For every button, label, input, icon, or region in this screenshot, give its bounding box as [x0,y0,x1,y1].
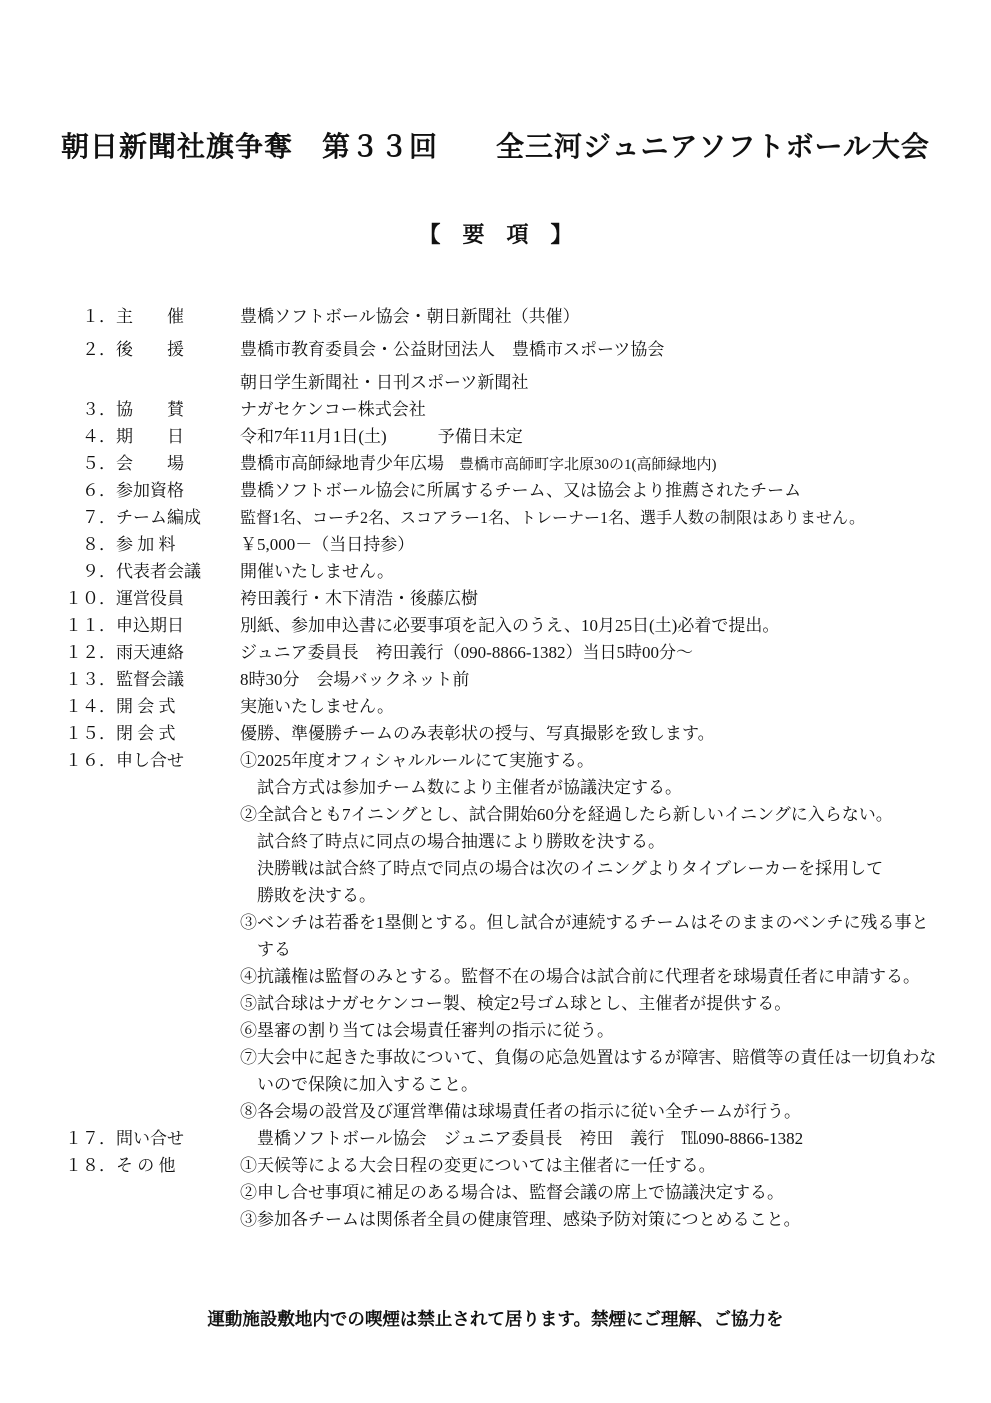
item-text: する [240,940,291,959]
item-text: 令和7年11月1日(土) 予備日未定 [240,427,523,446]
list-item [0,613,991,640]
item-label: 運営役員 [116,589,184,608]
list-item [0,1153,991,1180]
item-label: 閉 会 式 [116,724,176,743]
item-number: １． [82,307,116,326]
item-content [240,937,961,964]
list-item [0,748,991,775]
item-content [240,1126,961,1153]
item-number: ９． [82,562,116,581]
item-number: ５． [82,454,116,473]
item-number: ３． [82,400,116,419]
item-label: 問い合せ [116,1129,184,1148]
item-label: 雨天連絡 [116,643,184,662]
item-content [240,532,961,559]
item-text: 開催いたしません。 [240,562,395,581]
item-content [240,451,961,478]
list-item [0,424,991,451]
item-label: 主 催 [116,307,184,326]
item-text: 豊橋市教育委員会・公益財団法人 豊橋市スポーツ協会 [240,340,665,359]
item-content [240,1045,961,1072]
item-label: 申し合せ [116,751,184,770]
item-text: 豊橋ソフトボール協会・朝日新聞社（共催） [240,307,580,326]
list-item [0,775,991,802]
item-text: 豊橋ソフトボール協会に所属するチーム、又は協会より推薦されたチーム [240,481,802,500]
list-item [0,478,991,505]
item-content [240,304,961,331]
list-item [0,802,991,829]
item-text: 決勝戦は試合終了時点で同点の場合は次のイニングよりタイブレーカーを採用して [240,859,884,878]
list-item [0,370,991,397]
item-text: ⑧各会場の設営及び運営準備は球場責任者の指示に従い全チームが行う。 [240,1102,801,1121]
footer-note: 運動施設敷地内での喫煙は禁止されて居ります。禁煙にご理解、ご協力を [207,1309,784,1329]
item-content [240,1207,961,1234]
list-item [0,586,991,613]
item-text: 勝敗を決する。 [240,886,376,905]
item-label: チーム編成 [116,508,201,527]
item-number: １６． [65,751,116,770]
item-text: 朝日学生新聞社・日刊スポーツ新聞社 [240,373,529,392]
item-content [240,856,961,883]
page-title: 朝日新聞社旗争奪 第３３回 全三河ジュニアソフトボール大会 [61,132,930,163]
list-item [0,532,991,559]
item-text: ②申し合せ事項に補足のある場合は、監督会議の席上で協議決定する。 [240,1183,784,1202]
item-text: 豊橋市高師緑地青少年広場 [240,454,444,473]
item-text: ジュニア委員長 袴田義行（090-8866-1382）当日5時00分～ [240,643,693,662]
item-content [240,964,961,991]
item-text: 監督1名、コーチ2名、スコアラー1名、トレーナー1名、選手人数の制限はありません。 [240,510,865,527]
item-number: １７． [65,1129,116,1148]
item-content [240,1099,961,1126]
item-content [240,802,961,829]
item-content [240,370,961,397]
item-content [240,397,961,424]
item-text: ￥5,000－（当日持参） [240,535,415,554]
item-label: 後 援 [116,340,184,359]
item-text: ③ベンチは若番を1塁側とする。但し試合が連続するチームはそのままのベンチに残る事と [240,913,929,932]
item-text: ③参加各チームは関係者全員の健康管理、感染予防対策につとめること。 [240,1210,801,1229]
item-label: 期 日 [116,427,184,446]
item-number: ６． [82,481,116,500]
item-content [240,667,961,694]
item-number: １１． [65,616,116,635]
item-number: １３． [65,670,116,689]
list-item [0,883,991,910]
item-content [240,829,961,856]
item-label: 代表者会議 [116,562,201,581]
item-number: ７． [82,508,116,527]
item-content [240,910,961,937]
list-item [0,856,991,883]
item-content [240,640,961,667]
item-text: 実施いたしません。 [240,697,395,716]
item-text: 別紙、参加申込書に必要事項を記入のうえ、10月25日(土)必着で提出。 [240,616,780,635]
item-label: 参加資格 [116,481,184,500]
item-number: １０． [65,589,116,608]
list-item [0,304,991,331]
item-label: 監督会議 [116,670,184,689]
item-label: 協 賛 [116,400,184,419]
list-item [0,505,991,532]
list-item [0,910,991,937]
item-content [240,613,961,640]
item-content [240,424,961,451]
item-text: 試合終了時点に同点の場合抽選により勝敗を決する。 [240,832,665,851]
list-item [0,667,991,694]
item-content [240,775,961,802]
item-content [240,694,961,721]
item-text: ②全試合とも7イニングとし、試合開始60分を経過したら新しいイニングに入らない。 [240,805,893,824]
item-number: １８． [65,1156,116,1175]
item-content [240,991,961,1018]
item-number: ２． [82,340,116,359]
list-item [0,1018,991,1045]
item-content [240,586,961,613]
item-number: １５． [65,724,116,743]
item-content [240,1018,961,1045]
list-item [0,694,991,721]
list-item [0,1099,991,1126]
item-label: 参 加 料 [116,535,176,554]
item-content [240,1180,961,1207]
item-content [240,883,961,910]
item-text: ⑤試合球はナガセケンコー製、検定2号ゴム球とし、主催者が提供する。 [240,994,792,1013]
item-text: ナガセケンコー株式会社 [240,400,426,419]
item-label: 会 場 [116,454,184,473]
item-text: 8時30分 会場バックネット前 [240,670,470,689]
item-content [240,748,961,775]
item-text: 優勝、準優勝チームのみ表彰状の授与、写真撮影を致します。 [240,724,715,743]
item-note: 豊橋市高師町字北原30の1(高師緑地内) [444,457,717,473]
section-heading: 【 要 項 】 [418,222,573,247]
items-list [0,304,991,1234]
item-label: 開 会 式 [116,697,176,716]
item-content [240,721,961,748]
item-label: そ の 他 [116,1156,176,1175]
item-text: 試合方式は参加チーム数により主催者が協議決定する。 [240,778,682,797]
list-item [0,1045,991,1072]
item-content [240,505,961,532]
list-item [0,1180,991,1207]
list-item [0,337,991,364]
item-content [240,1153,961,1180]
list-item [0,451,991,478]
list-item [0,964,991,991]
item-text: ④抗議権は監督のみとする。監督不在の場合は試合前に代理者を球場責任者に申請する。 [240,967,920,986]
item-content [240,478,961,505]
item-number: ４． [82,427,116,446]
item-label: 申込期日 [116,616,184,635]
item-text: ①天候等による大会日程の変更については主催者に一任する。 [240,1156,716,1175]
item-text: ①2025年度オフィシャルルールにて実施する。 [240,751,595,770]
list-item [0,559,991,586]
item-content [240,337,961,364]
list-item [0,1126,991,1153]
item-content [240,559,961,586]
item-number: ８． [82,535,116,554]
list-item [0,1207,991,1234]
list-item [0,937,991,964]
item-number: １４． [65,697,116,716]
item-text: ⑦大会中に起きた事故について、負傷の応急処置はするが障害、賠償等の責任は一切負わな [240,1048,937,1067]
list-item [0,721,991,748]
item-text: 豊橋ソフトボール協会 ジュニア委員長 袴田 義行 ℡090-8866-1382 [240,1129,804,1148]
item-text: いので保険に加入すること。 [240,1075,478,1094]
list-item [0,991,991,1018]
list-item [0,829,991,856]
item-number: １２． [65,643,116,662]
list-item [0,640,991,667]
list-item [0,1072,991,1099]
item-content [240,1072,961,1099]
list-item [0,397,991,424]
item-text: ⑥塁審の割り当ては会場責任審判の指示に従う。 [240,1021,614,1040]
item-text: 袴田義行・木下清浩・後藤広樹 [240,589,478,608]
